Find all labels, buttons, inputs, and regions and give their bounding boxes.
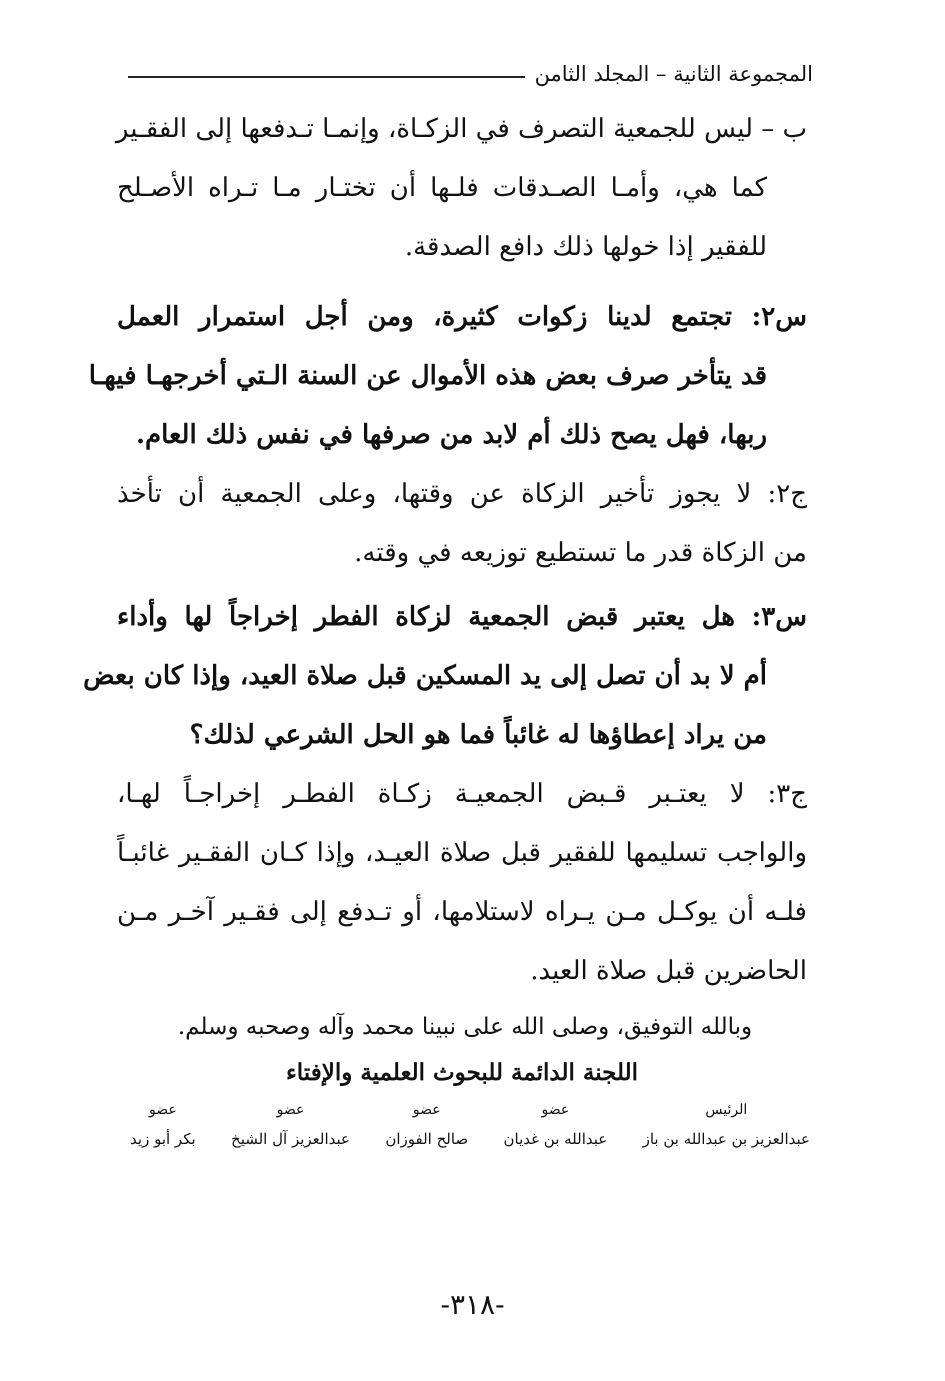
- signatory-role: عضو: [412, 1102, 441, 1118]
- signatory: [130, 1098, 196, 1168]
- signatory-role: عضو: [541, 1102, 570, 1118]
- answer-b-paragraph: [117, 100, 807, 277]
- header-title: المجموعة الثانية – المجلد الثامن: [534, 62, 813, 86]
- signatory-name: عبدالعزيز بن عبدالله بن باز: [642, 1130, 810, 1148]
- signatory-role: عضو: [276, 1102, 305, 1118]
- signatory: [643, 1098, 810, 1168]
- committee-name: اللجنة الدائمة للبحوث العلمية والإفتاء: [285, 1059, 639, 1086]
- running-header: [128, 56, 813, 92]
- closing-line: وبالله التوفيق، وصلى الله على نبينا محمد وآله وصحبه وسلم.: [177, 1014, 753, 1040]
- answer-3-line: فلـه أن يوكـل مـن يـراه لاستلامها، أو تـدفع إلى فقـير آخـر مـن: [117, 897, 807, 927]
- question-2-paragraph: [88, 288, 807, 465]
- question-3-line: س٣: هل يعتبر قبض الجمعية لزكاة الفطر إخراجاً لها وأداء: [117, 602, 807, 632]
- answer-3-line: ج٣: لا يعتـبر قـبض الجمعيـة زكـاة الفطـر إخراجـاً لهـا،: [117, 779, 807, 809]
- answer-3-line: الحاضرين قبل صلاة العيد.: [530, 956, 807, 986]
- answer-2-paragraph: [117, 465, 807, 583]
- answer-2-line: من الزكاة قدر ما تستطيع توزيعه في وقته.: [354, 538, 807, 568]
- answer-3-line: والواجب تسليمها للفقير قبل صلاة العيـد، وإذا كـان الفقـير غائبـاً: [117, 838, 807, 868]
- signatory: [385, 1098, 468, 1168]
- signatory-name: عبدالعزيز آل الشيخ: [231, 1130, 350, 1148]
- signatories: [130, 1098, 810, 1168]
- question-2-line: ربها، فهل يصح ذلك أم لابد من صرفها في نفس ذلك العام.: [135, 420, 767, 450]
- question-3-line: من يراد إعطاؤها له غائباً فما هو الحل الشرعي لذلك؟: [189, 720, 767, 750]
- signatory-name: عبدالله بن غديان: [503, 1130, 608, 1148]
- answer-b-line: كما هي، وأمـا الصـدقات فلـها أن تختـار مـا تـراه الأصـلح: [117, 173, 767, 203]
- question-2-line: س٢: تجتمع لدينا زكوات كثيرة، ومن أجل استمرار العمل: [117, 302, 807, 332]
- signatory-name: صالح الفوزان: [385, 1130, 469, 1148]
- page-number: -٣١٨-: [440, 1288, 505, 1321]
- answer-3-paragraph: [117, 765, 807, 1001]
- question-3-line: أم لا بد أن تصل إلى يد المسكين قبل صلاة العيد، وإذا كان بعض: [83, 661, 767, 691]
- answer-2-line: ج٢: لا يجوز تأخير الزكاة عن وقتها، وعلى الجمعية أن تأخذ: [117, 479, 807, 509]
- answer-b-line: ب – ليس للجمعية التصرف في الزكـاة، وإنمـا تـدفعها إلى الفقـير: [115, 114, 807, 144]
- question-3-paragraph: [83, 588, 807, 765]
- answer-b-line: للفقير إذا خولها ذلك دافع الصدقة.: [404, 232, 767, 262]
- signatory-role: الرئيس: [705, 1102, 748, 1118]
- signatory: [504, 1098, 608, 1168]
- signatory: [231, 1098, 350, 1168]
- signatory-name: بكر أبو زيد: [130, 1130, 196, 1148]
- signatory-role: عضو: [148, 1102, 177, 1118]
- header-rule: [128, 76, 525, 78]
- question-2-line: قد يتأخر صرف بعض هذه الأموال عن السنة الـتي أخرجهـا فيهـا: [88, 361, 767, 391]
